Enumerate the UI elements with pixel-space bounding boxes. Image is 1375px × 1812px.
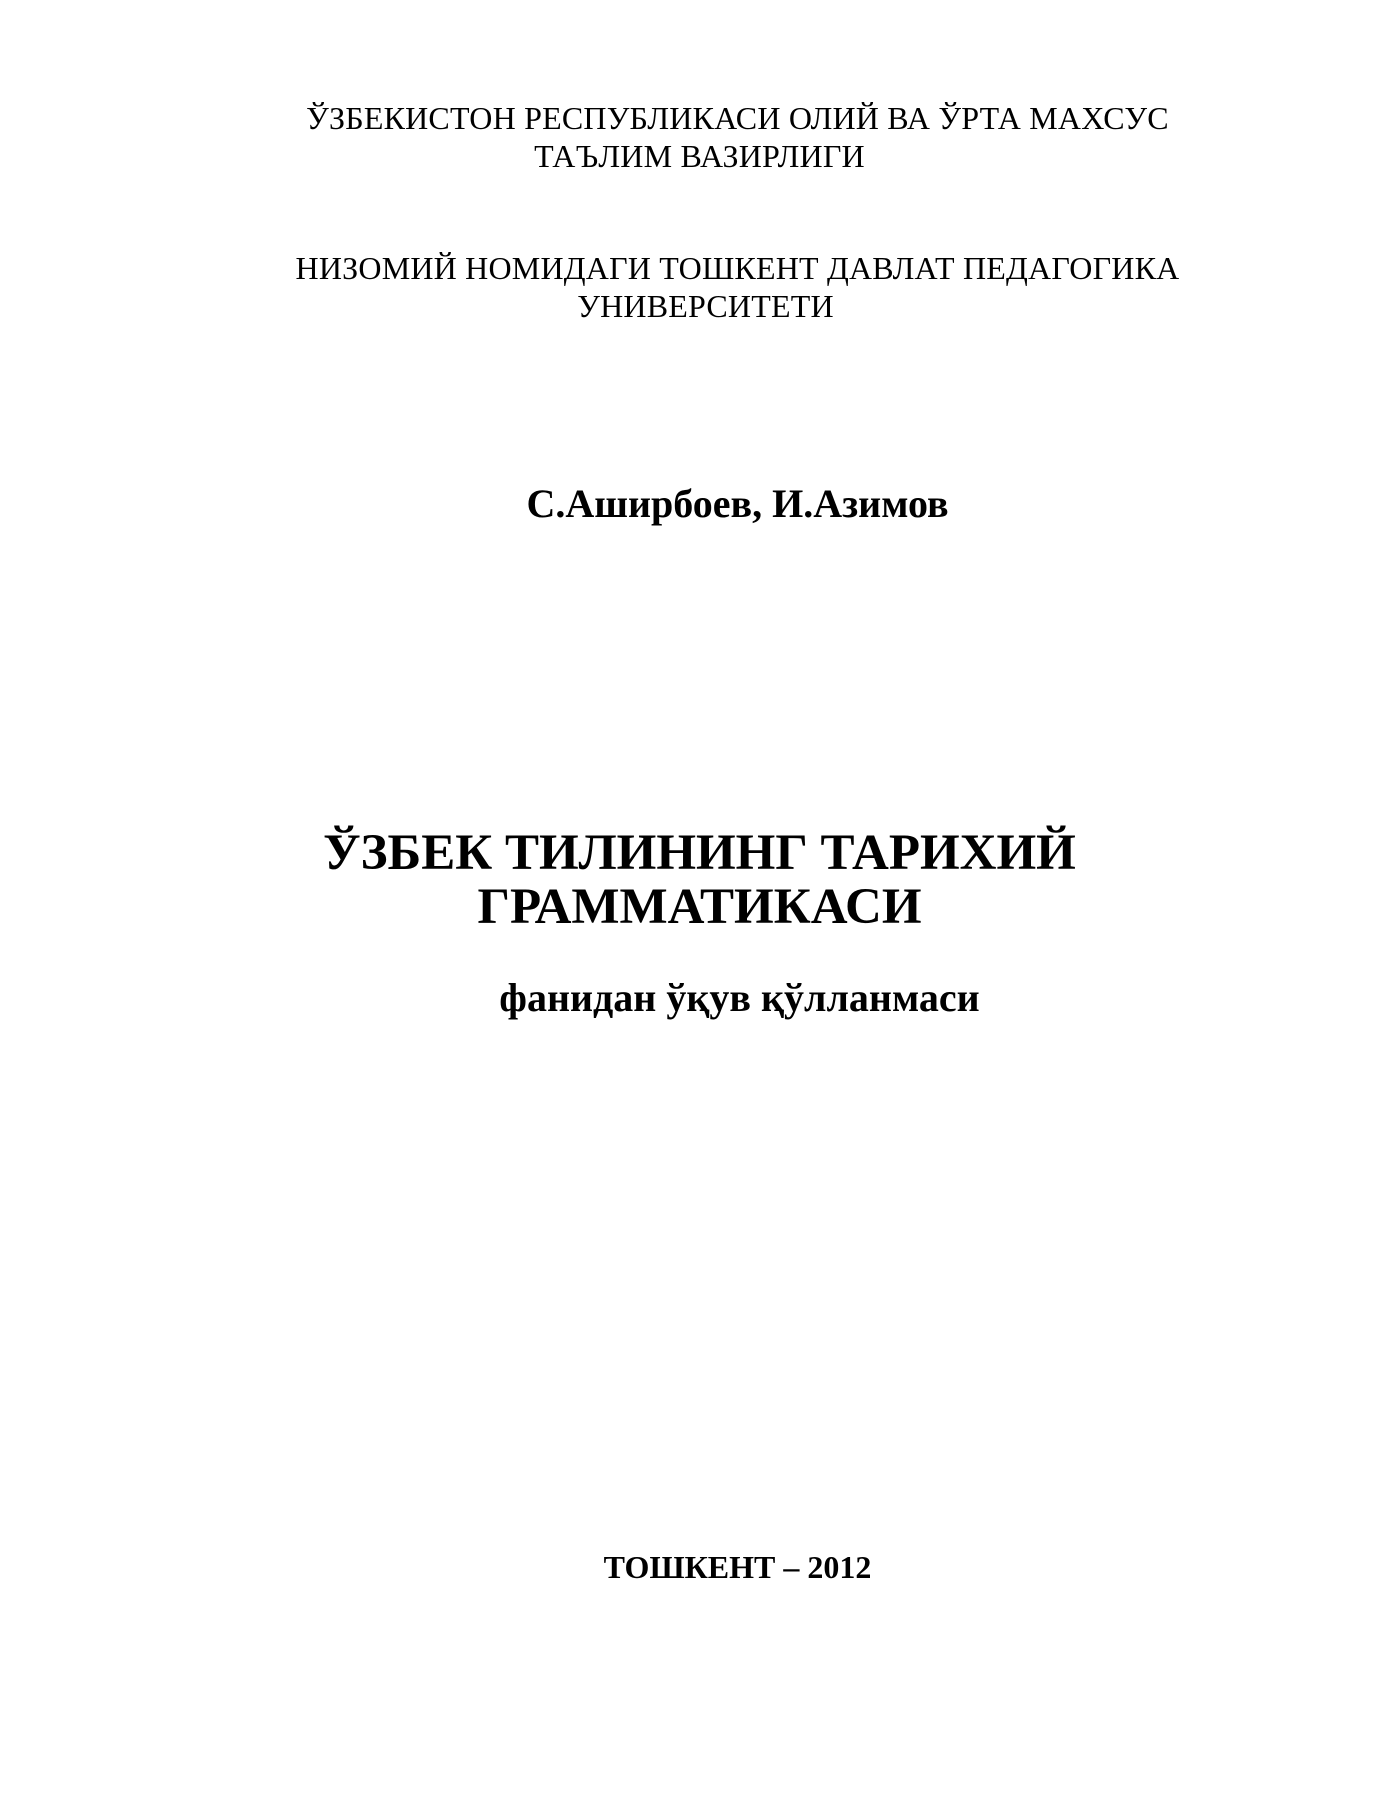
title-line-2: ГРАММАТИКАСИ [477,879,922,935]
subtitle: фанидан ўқув қўлланмаси [499,975,980,1020]
place-and-year: ТОШКЕНТ – 2012 [603,1549,872,1585]
university-line-2: УНИВЕРСИТЕТИ [577,288,834,324]
university-line-1: НИЗОМИЙ НОМИДАГИ ТОШКЕНТ ДАВЛАТ ПЕДАГОГИКА [295,250,1180,286]
authors: С.Аширбоев, И.Азимов [526,481,949,526]
title-line-1: ЎЗБЕК ТИЛИНИНГ ТАРИХИЙ [323,825,1076,881]
ministry-line-2: ТАЪЛИМ ВАЗИРЛИГИ [534,138,865,174]
ministry-line-1: ЎЗБЕКИСТОН РЕСПУБЛИКАСИ ОЛИЙ ВА ЎРТА МАХСУС [306,100,1169,136]
